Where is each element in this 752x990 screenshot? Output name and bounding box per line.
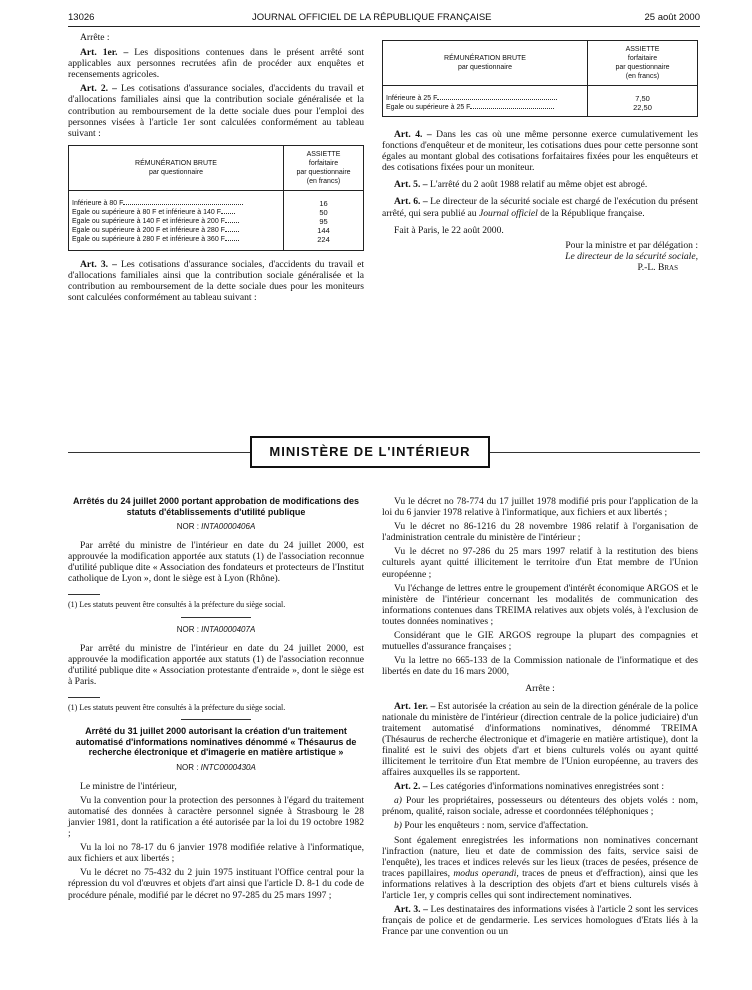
table-header-assiette: ASSIETTE forfaitaire par questionnaire (en francs) [284,145,364,190]
arrete-heading: Arrête : [525,683,555,695]
footnote-rule [68,697,100,698]
nor-reference-3: NOR : INTC0000430A [176,762,256,772]
decree-paragraph: Vu le décret no 78-774 du 17 juillet 1978 modifié pris pour l'application de la loi du 6 janvier 1978 relative à l'informatique, aux fichiers et aux libertés ; [382,496,698,519]
article-4: Art. 4. – Dans les cas où une même personne exerce cumulativement les fonctions d'enquêteur et de moniteur, les cotisations dues pour cette personne sont égales au montant global des cotisations forfaitaires fixées pour les enquêteurs et des cotisations fixées pour un moniteur. [382,129,698,174]
table-row: Egale ou supérieure à 280 F et inférieure à 360 F 224 [69,235,364,251]
table-header-remuneration: RÉMUNÉRATION BRUTE par questionnaire [69,145,284,190]
separator [181,617,251,618]
article-2: Art. 2. – Les cotisations d'assurance sociales, d'accidents du travail et d'allocations familiales ainsi que la contribution sociale généralisée et la contribution au remboursement de la dette sociale dues pour l'emploi des personnes visées à l'article 1er sont calculées conformément au tableau suivant : [68,83,364,139]
table-row: Egale ou supérieure à 80 F et inférieure à 140 F 50 [69,208,364,217]
decree-paragraph: Vu le décret no 75-432 du 2 juin 1975 instituant l'Office central pour la répression du vol d'œuvres et objets d'art ainsi que l'article D. 8-1 du code de procédure pénale, modifié par le décret no 97-285 du 25 mars 1997 ; [68,867,364,901]
left-bottom-column [68,496,364,904]
nor-reference-2: NOR : INTA0000407A [176,624,256,634]
decree-paragraph: Considérant que le GIE ARGOS regroupe la plupart des compagnies et mutuelles d'assurance françaises ; [382,630,698,653]
decree-paragraph: Par arrêté du ministre de l'intérieur en date du 24 juillet 2000, est approuvée la modification apportée aux statuts (1) de l'association reconnue d'utilité publique dite « Association protestante d'entraide », dont le siège est à Paris. [68,642,364,687]
article-6: Art. 6. – Le directeur de la sécurité sociale est chargé de l'exécution du présent arrêté, qui sera publié au Journal officiel de la République française. [382,196,698,219]
page-number: 13026 [68,12,95,23]
footnote-rule [68,594,100,595]
journal-title: JOURNAL OFFICIEL DE LA RÉPUBLIQUE FRANÇAISE [252,12,492,23]
table-remuneration-moniteurs [382,40,698,117]
decree-paragraph: Vu l'échange de lettres entre le groupement d'intérêt économique ARGOS et le ministère de l'intérieur concernant les modalités de communication des informations contenues dans TREIMA relatives aux objets volés, à l'exclusion de toutes données nominatives ; [382,582,698,627]
article-1: Art. 1er. – Les dispositions contenues dans le présent arrêté sont applicables aux personnes recrutées afin de procéder aux enquêtes et recensements agricoles. [68,47,364,81]
decree-paragraph: Vu le décret no 97-286 du 25 mars 1997 relatif à la restitution des biens culturels ayant quitté illicitement le territoire d'un Etat membre de l'Union européenne ; [382,546,698,580]
decree-paragraph: Vu la convention pour la protection des personnes à l'égard du traitement automatisé des données à caractère personnel signée à Strasbourg le 28 janvier 1981, dont la ratification a été autorisée par la loi du 19 octobre 1982 ; [68,794,364,840]
decree-paragraph: Vu la loi no 78-17 du 6 janvier 1978 modifiée relative à l'informatique, aux fichiers et aux libertés ; [68,842,364,865]
article-2-item-a: a) Pour les propriétaires, possesseurs ou détenteurs des objets volés : nom, prénom, qualité, raison sociale, adresse et coordonnées téléphoniques ; [382,795,698,818]
decree-title-2: Arrêté du 31 juillet 2000 autorisant la création d'un traitement automatisé d'informations nominatives dénommé « Thésaurus de recherche électronique et d'imagerie en matière artistique » [75,726,357,758]
table-remuneration-enqueteurs [68,145,364,251]
nor-reference-1: NOR : INTA0000406A [176,522,256,531]
article-1: Art. 1er. – Est autorisée la création au sein de la direction générale de la police nationale du ministère de l'intérieur (direction centrale de la police judiciaire) d'un traitement automatisé d'informations nominatives, dénommé TREIMA (Thésaurus de recherche électronique et d'imagerie en matière artistique), dont la finalité est le suivi des objets d'art et biens culturels volés ou ayant quitté illicitement le territoire d'un Etat membre de l'Union européenne, au travers des affaires auxquelles ils se rapportent. [382,700,698,779]
issue-date: 25 août 2000 [644,12,700,23]
separator [181,719,251,720]
table-header-assiette: ASSIETTE forfaitaire par questionnaire (en francs) [588,41,698,86]
table-row: Egale ou supérieure à 140 F et inférieure à 200 F 95 [69,217,364,226]
table-row: Inférieure à 25 F 7,50 [383,94,698,103]
table-row: Egale ou supérieure à 25 F 22,50 [383,103,698,117]
table-row: Inférieure à 80 F 16 [69,199,364,208]
right-bottom-column [382,496,698,940]
article-3: Art. 3. – Les destinataires des informations visées à l'article 2 sont les services français de police et de gendarmerie. Les services homologues d'Etats liés à la France par une convention ou un [382,904,699,938]
table-row: Egale ou supérieure à 200 F et inférieure à 280 F 144 [69,226,364,235]
ministry-banner: MINISTÈRE DE L'INTÉRIEUR [250,436,490,468]
decree-paragraph: Sont également enregistrées les informations non nominatives concernant l'infraction (nature, lieu et date de commission des faits, service saisi de l'enquête), les traces et indices relevés sur les lieux (traces de pesées, présence de traces papillaires, modus operandi, traces de pneus et d'effraction), ainsi que les informations relatives à la description des objets d'art et biens culturels visés à l'article 1er, y compris celles qui sont indirectement nominatives. [382,834,698,901]
decree-paragraph: Vu le décret no 86-1216 du 28 novembre 1986 relatif à l'organisation de l'administration centrale du ministère de l'intérieur ; [382,521,698,544]
signature-line-1: Pour la ministre et par délégation : [565,239,698,251]
signature-line-2: Le directeur de la sécurité sociale, [565,250,698,262]
right-top-column [382,32,698,273]
article-5: Art. 5. – L'arrêté du 2 août 1988 relatif au même objet est abrogé. [394,179,648,191]
decree-title-1: Arrêtés du 24 juillet 2000 portant approbation de modifications des statuts d'établissements d'utilité publique [72,496,360,517]
article-3: Art. 3. – Les cotisations d'assurance sociales, d'accidents du travail et d'allocations familiales ainsi que la contribution sociale généralisée et la contribution au remboursement de la dette sociale dues pour les moniteurs sont calculées conformément au tableau suivant : [68,258,364,304]
left-top-column [68,32,364,306]
arrete-heading: Arrête : [80,32,110,43]
signature-name: P.-L. Bras [637,261,678,273]
article-2-item-b: b) Pour les enquêteurs : nom, service d'affectation. [394,820,589,832]
footnote-2: (1) Les statuts peuvent être consultés à la préfecture du siège social. [68,703,286,713]
table-header-remuneration: RÉMUNÉRATION BRUTE par questionnaire [383,41,588,86]
page-header [68,12,700,27]
footnote-1: (1) Les statuts peuvent être consultés à la préfecture du siège social. [68,600,286,610]
fait-a-paris: Fait à Paris, le 22 août 2000. [394,224,504,236]
decree-paragraph: Le ministre de l'intérieur, [80,780,177,792]
decree-paragraph: Vu la lettre no 665-133 de la Commission nationale de l'informatique et des libertés en date du 16 mars 2000, [382,655,698,678]
article-2: Art. 2. – Les catégories d'informations nominatives enregistrées sont : [394,781,665,793]
decree-paragraph: Par arrêté du ministre de l'intérieur en date du 24 juillet 2000, est approuvée la modification apportée aux statuts (1) de l'association reconnue d'utilité publique dite « Association des fondateurs et protecteurs de l'Institut catholique de Lyon », dont le siège est à Lyon (Rhône). [68,540,364,585]
